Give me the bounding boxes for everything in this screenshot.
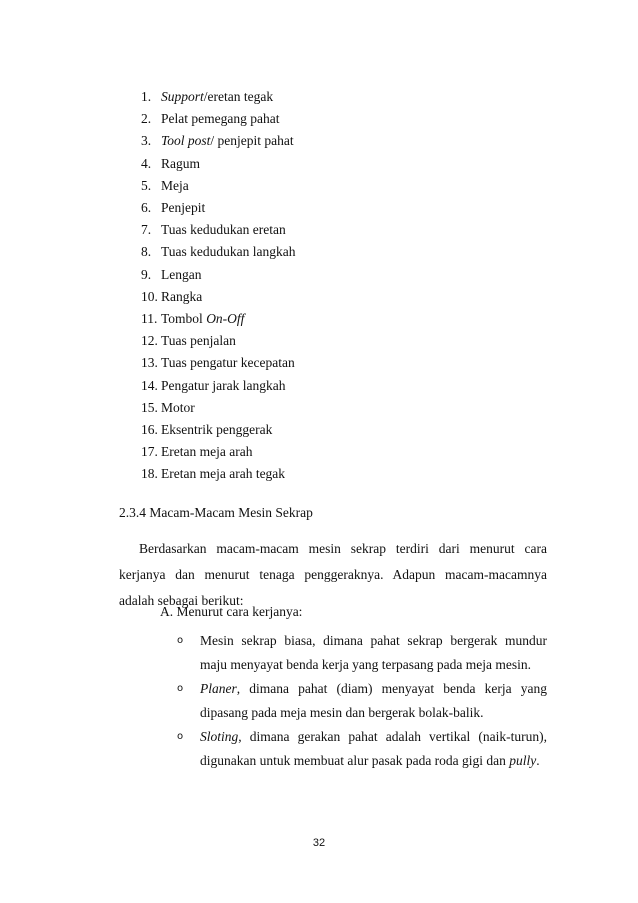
bullet-icon: o [177,635,184,646]
list-item [0,222,638,240]
list-number: 4. [141,155,152,171]
list-item-text [161,200,205,216]
text-run: Tuas pengatur kecepatan [161,355,295,371]
list-item [0,244,638,262]
list-item-text [161,89,273,105]
bullet-item [200,725,547,773]
list-item-text [161,355,295,371]
subheading: A. Menurut cara kerjanya: [160,604,303,619]
list-item [0,156,638,174]
list-item-text [161,267,201,283]
list-number: 2. [141,111,152,127]
bullet-icon: o [177,731,184,742]
text-run: Penjepit [161,200,206,215]
list-number: 6. [141,200,152,215]
text-run: Tuas kedudukan eretan [161,222,286,238]
italic-term: pully [509,753,537,768]
list-item [0,400,638,418]
list-item-text [161,289,202,305]
list-number: 9. [141,266,152,282]
text-run: Eretan meja arah [161,444,253,460]
text-run: Mesin sekrap biasa, dimana pahat sekrap bergerak mundur maju menyayat benda kerja yang terpasang pada meja mesin. [200,633,547,672]
list-item [0,133,638,151]
section-heading: 2.3.4 Macam-Macam Mesin Sekrap [119,505,313,520]
list-item-text [161,466,285,482]
list-number: 12. [141,333,158,349]
list-number: 15. [141,399,158,415]
list-item [0,311,638,329]
list-number: 16. [141,422,158,437]
text-run: Motor [161,399,195,415]
list-number: 18. [141,466,158,482]
text-run: Pengatur jarak langkah [161,377,286,393]
text-run: / penjepit pahat [210,133,294,149]
text-run: Eksentrik penggerak [161,422,273,437]
list-item-text [161,156,200,172]
italic-term: Planer [200,681,237,696]
list-number: 11. [141,311,158,326]
italic-term: Tool post [161,133,211,149]
text-run: Eretan meja arah tegak [161,466,286,482]
list-item-text [161,111,279,127]
list-item-text [161,311,244,327]
text-run: Tuas kedudukan langkah [161,244,296,260]
list-item [0,289,638,307]
list-item [0,178,638,196]
text-run: Ragum [161,155,200,171]
list-item-text [161,444,252,460]
list-number: 17. [141,444,158,460]
list-number: 13. [141,355,158,371]
text-run: . [536,753,540,768]
list-item [0,422,638,440]
list-number: 1. [141,89,152,104]
list-item [0,466,638,484]
paragraph-text: Berdasarkan macam-macam mesin sekrap terdiri dari menurut cara kerjanya dan menurut tenaga penggeraknya. Adapun macam-macamnya adalah sebagai berikut: [119,541,547,608]
text-run: Lengan [161,266,202,282]
bullet-item [200,677,547,725]
bullet-item [200,629,547,677]
list-item [0,355,638,373]
list-item-text [161,133,294,149]
text-run: Rangka [161,288,203,304]
text-run: Tuas penjalan [161,333,236,349]
text-run: , dimana gerakan pahat adalah vertikal (naik-turun), digunakan untuk membuat alur pasak pada roda gigi dan [200,729,547,768]
body-paragraph [119,536,547,614]
list-item-text [161,333,236,349]
list-number: 5. [141,177,152,193]
list-item [0,378,638,396]
list-item [0,267,638,285]
list-number: 10. [141,288,158,304]
list-item [0,333,638,351]
list-item-text [161,378,285,394]
text-run: Pelat pemegang pahat [161,111,280,127]
list-number: 3. [141,133,152,149]
bullet-icon: o [177,683,184,694]
list-item-text [161,244,296,260]
page-number: 32 [312,837,326,849]
list-item [0,444,638,462]
text-run: Tombol [161,311,207,326]
list-item [0,200,638,218]
italic-term: On-Off [206,311,245,326]
list-item-text [161,422,272,438]
list-item [0,111,638,129]
italic-term: Support [161,89,204,104]
text-run: Meja [161,177,189,193]
text-run: , dimana pahat (diam) menyayat benda kerja yang dipasang pada meja mesin dan bergerak bolak-balik. [200,681,547,720]
list-item-text [161,178,189,194]
list-number: 14. [141,377,158,393]
list-number: 8. [141,244,152,260]
list-item-text [161,222,286,238]
text-run: /eretan tegak [203,89,274,104]
italic-term: Sloting [200,729,239,744]
list-number: 7. [141,222,152,238]
list-item [0,89,638,107]
list-item-text [161,400,195,416]
